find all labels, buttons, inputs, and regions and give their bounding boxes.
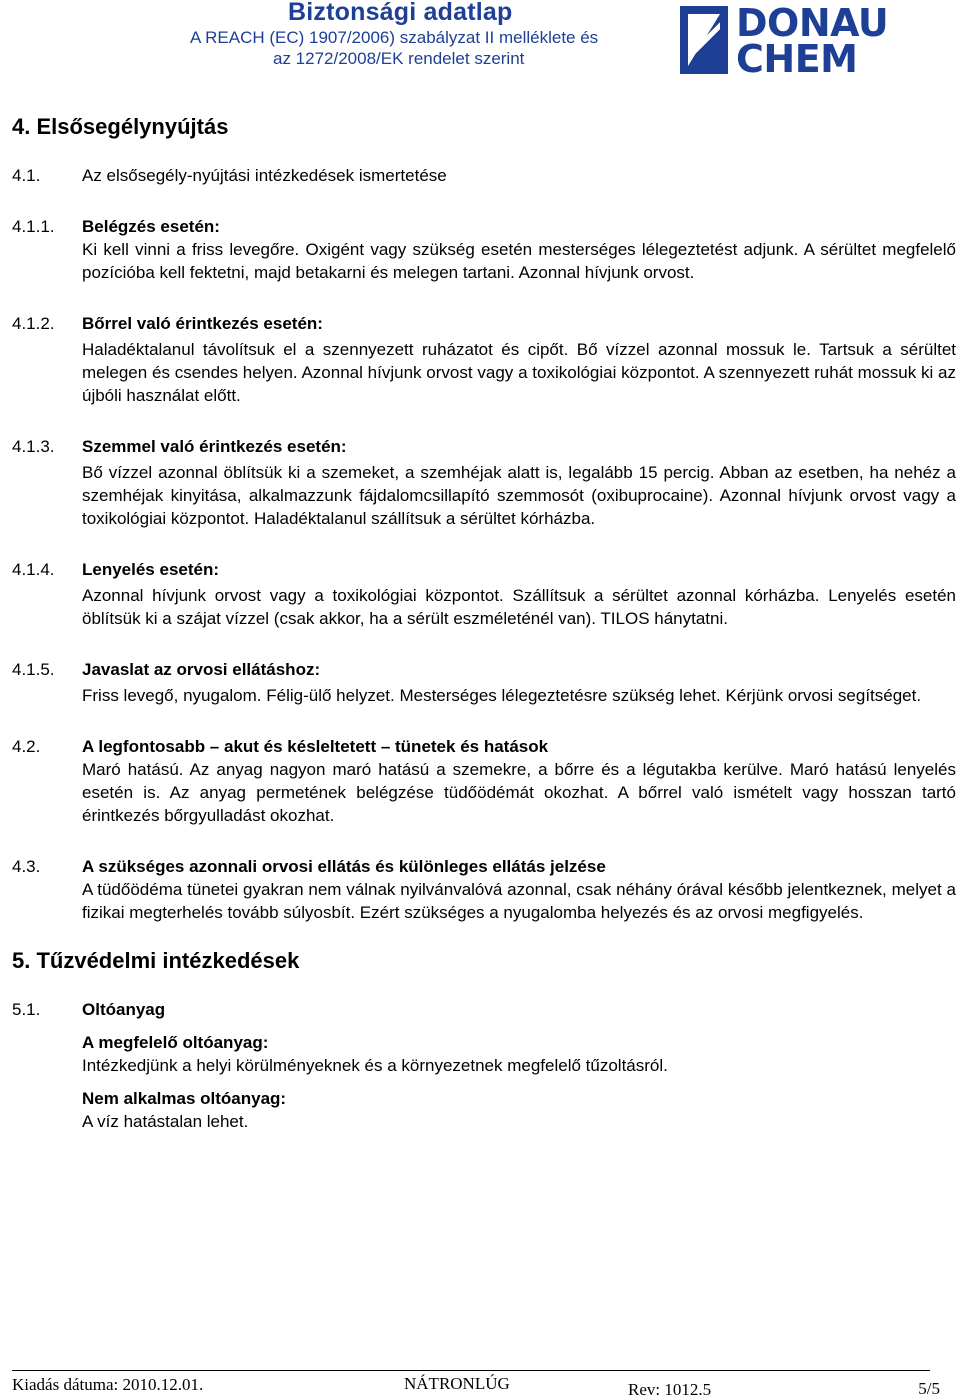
- subsection-4-1-4: [12, 558, 956, 630]
- subsection-4-1-3: [12, 435, 956, 530]
- regulation-line-1: A REACH (EC) 1907/2006) szabályzat II melléklete és: [190, 28, 599, 47]
- section-5-heading: 5. Tűzvédelmi intézkedések: [12, 948, 300, 973]
- subsection-number: 4.1.3.: [12, 437, 55, 456]
- subsection-4-1: [12, 164, 956, 187]
- page-number: 5/5: [918, 1379, 940, 1398]
- regulation-line-2: az 1272/2008/EK rendelet szerint: [273, 49, 525, 68]
- section-4-heading: 4. Elsősegélynyújtás: [12, 114, 229, 139]
- subsection-5-1: [12, 998, 956, 1133]
- issue-date: Kiadás dátuma: 2010.12.01.: [12, 1375, 204, 1394]
- unsuitable-media-text: A víz hatástalan lehet.: [82, 1112, 249, 1131]
- revision-number: Rev: 1012.5: [628, 1380, 712, 1399]
- subsection-text: Maró hatású. Az anyag nagyon maró hatású a szemekre, a bőrre és a légutakba kerülve. Maró hatású lenyelés esetén is. Az anyag permetének belégzése tüdőödémát okozhat. A bőrrel való ismételt vagy hosszan tartó érintkezés bőrgyulladást okozhat.: [82, 760, 956, 825]
- suitable-media-text: Intézkedjünk a helyi körülményeknek és a környezetnek megfelelő tűzoltásról.: [82, 1056, 668, 1075]
- page-header: [0, 0, 960, 80]
- product-name: NÁTRONLÚG: [404, 1374, 510, 1393]
- page-footer: [12, 1370, 940, 1399]
- logo-word-2: CHEM: [736, 37, 858, 81]
- subsection-number: 4.3.: [12, 857, 41, 876]
- subsection-title: A szükséges azonnali orvosi ellátás és különleges ellátás jelzése: [82, 857, 606, 876]
- subsection-number: 4.1.1.: [12, 217, 55, 236]
- unsuitable-media-label: Nem alkalmas oltóanyag:: [82, 1089, 287, 1108]
- subsection-number: 4.2.: [12, 737, 41, 756]
- subsection-title: Bőrrel való érintkezés esetén:: [82, 314, 323, 333]
- subsection-text: Ki kell vinni a friss levegőre. Oxigént vagy szükség esetén mesterséges lélegeztetést adjunk. A sérültet megfelelő pozícióba kell fektetni, majd betakarni és melegen tartani. Azonnal hívjunk orvost.: [82, 240, 956, 282]
- subsection-number: 4.1.2.: [12, 314, 55, 333]
- subsection-title: Lenyelés esetén:: [82, 560, 220, 579]
- subsection-title: Az elsősegély-nyújtási intézkedések ismertetése: [82, 166, 447, 185]
- subsection-title: Szemmel való érintkezés esetén:: [82, 437, 347, 456]
- subsection-title: Belégzés esetén:: [82, 217, 220, 236]
- subsection-number: 4.1.: [12, 166, 41, 185]
- subsection-text: Bő vízzel azonnal öblítsük ki a szemeket, a szemhéjak alatt is, legalább 15 percig. Abban az esetben, ha nehéz a szemhéjak kinyitása, alkalmazzunk fájdalomcsillapító szemmosót (oxibuprocaine). Azonnal hívjunk orvost vagy a toxikológiai központot. Haladéktalanul szállítsuk a sérültet kórházba.: [82, 463, 956, 528]
- logo-word-1: DONAU: [736, 1, 889, 45]
- subsection-number: 4.1.5.: [12, 660, 55, 679]
- subsection-title: A legfontosabb – akut és késleltetett – tünetek és hatások: [82, 737, 549, 756]
- subsection-4-3: [12, 855, 956, 924]
- subsection-text: Haladéktalanul távolítsuk el a szennyezett ruházatot és cipőt. Bő vízzel azonnal mossuk le. Tartsuk a sérültet melegen és csendes helyen. Azonnal hívjunk orvost vagy a toxikológiai központot. A szennyezett ruhát mossuk ki az újbóli használat előtt.: [82, 340, 956, 405]
- subsection-number: 5.1.: [12, 1000, 41, 1019]
- subsection-text: Azonnal hívjunk orvost vagy a toxikológiai központot. Szállítsuk a sérültet azonnal kórházba. Lenyelés esetén öblítsük ki a szájat vízzel (csak akkor, ha a sérült eszméleténél van). TILOS hánytatni.: [82, 586, 956, 628]
- subsection-text: Friss levegő, nyugalom. Félig-ülő helyzet. Mesterséges lélegeztetésre szükség lehet. Kérjünk orvosi segítséget.: [82, 686, 922, 705]
- subsection-title: Oltóanyag: [82, 1000, 166, 1019]
- subsection-text: A tüdőödéma tünetei gyakran nem válnak nyilvánvalóvá azonnal, csak néhány órával később jelentkeznek, melyet a fizikai megterhelés tovább súlyosbít. Ezért szükséges a nyugalomba helyezés és az orvosi megfigyelés.: [82, 880, 956, 922]
- subsection-4-1-2: [12, 312, 956, 407]
- document-body: [12, 110, 956, 1133]
- document-title: Biztonsági adatlap: [288, 0, 513, 26]
- subsection-4-1-5: [12, 658, 956, 707]
- subsection-4-1-1: [12, 215, 956, 284]
- logo-mark-icon: [680, 6, 728, 74]
- subsection-4-2: [12, 735, 956, 827]
- subsection-title: Javaslat az orvosi ellátáshoz:: [82, 660, 321, 679]
- suitable-media-label: A megfelelő oltóanyag:: [82, 1033, 269, 1052]
- subsection-number: 4.1.4.: [12, 560, 55, 579]
- donau-chem-logo: [680, 1, 920, 81]
